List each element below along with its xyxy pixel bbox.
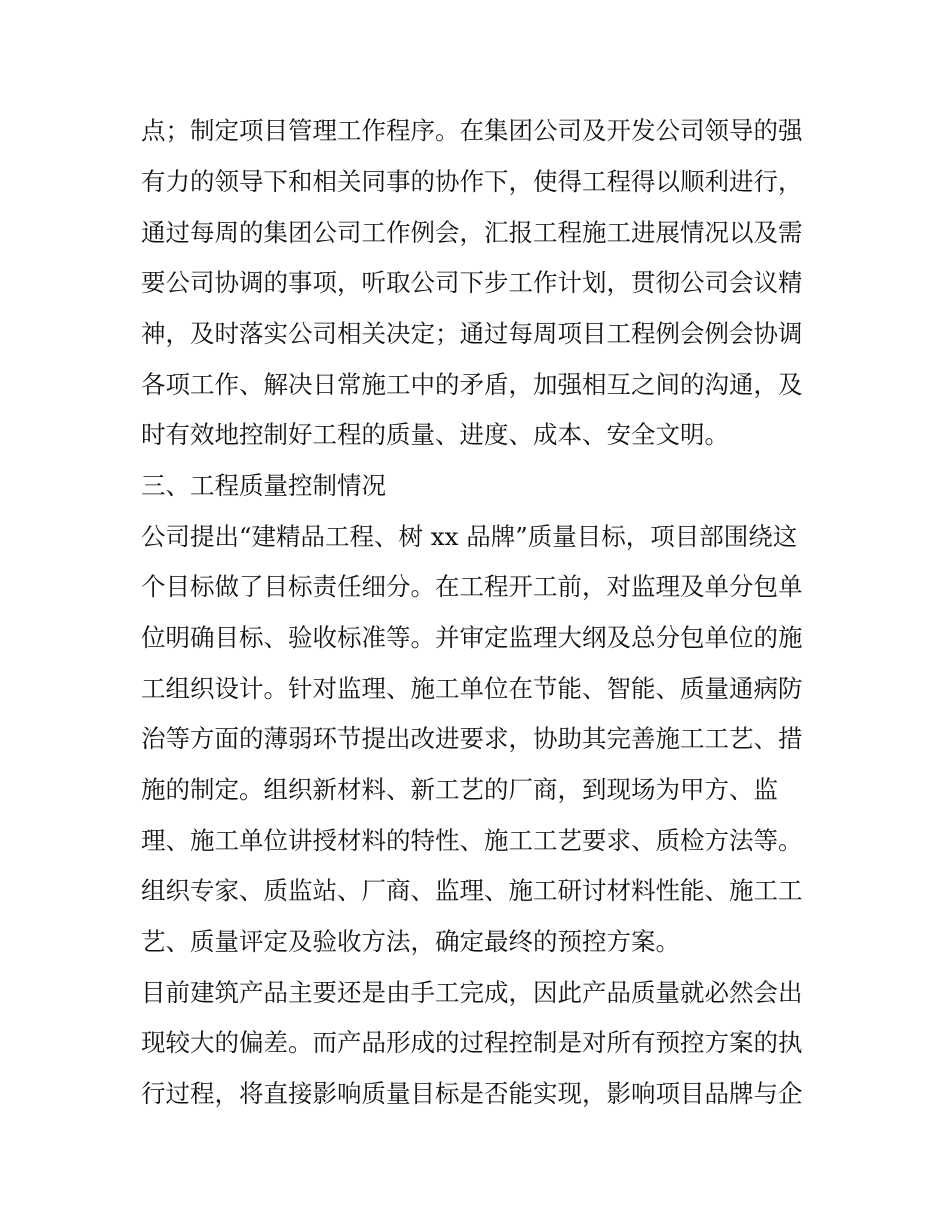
text-line: 目前建筑产品主要还是由手工完成，因此产品质量就必然会出 [141,978,803,1007]
text-line: 施的制定。组织新材料、新工艺的厂商，到现场为甲方、监 [141,775,778,804]
text-line: 工组织设计。针对监理、施工单位在节能、智能、质量通病防 [141,674,803,703]
text-line: 理、施工单位讲授材料的特性、施工工艺要求、质检方法等。 [141,826,803,855]
text-line: 位明确目标、验收标准等。并审定监理大纲及总分包单位的施 [141,623,803,652]
text-line: 现较大的偏差。而产品形成的过程控制是对所有预控方案的执 [141,1028,803,1057]
text-line: 通过每周的集团公司工作例会，汇报工程施工进展情况以及需 [141,218,803,247]
text-line: 艺、质量评定及验收方法，确定最终的预控方案。 [141,927,680,956]
text-line: 有力的领导下和相关同事的协作下，使得工程得以顺利进行， [141,167,803,196]
text-line: 公司提出“建精品工程、树 xx 品牌”质量目标，项目部围绕这 [141,522,798,551]
text-line: 组织专家、质监站、厂商、监理、施工研讨材料性能、施工工 [141,876,803,905]
section-heading: 三、工程质量控制情况 [141,471,386,500]
text-line: 各项工作、解决日常施工中的矛盾，加强相互之间的沟通，及 [141,370,803,399]
text-line: 治等方面的薄弱环节提出改进要求，协助其完善施工工艺、措 [141,724,803,753]
text-line: 时有效地控制好工程的质量、进度、成本、安全文明。 [141,420,729,449]
text-line: 点；制定项目管理工作程序。在集团公司及开发公司领导的强 [141,116,803,145]
text-line: 行过程，将直接影响质量目标是否能实现，影响项目品牌与企 [141,1079,803,1108]
text-line: 神，及时落实公司相关决定；通过每周项目工程例会例会协调 [141,319,803,348]
text-line: 个目标做了目标责任细分。在工程开工前，对监理及单分包单 [141,572,803,601]
text-line: 要公司协调的事项，听取公司下步工作计划，贯彻公司会议精 [141,268,803,297]
